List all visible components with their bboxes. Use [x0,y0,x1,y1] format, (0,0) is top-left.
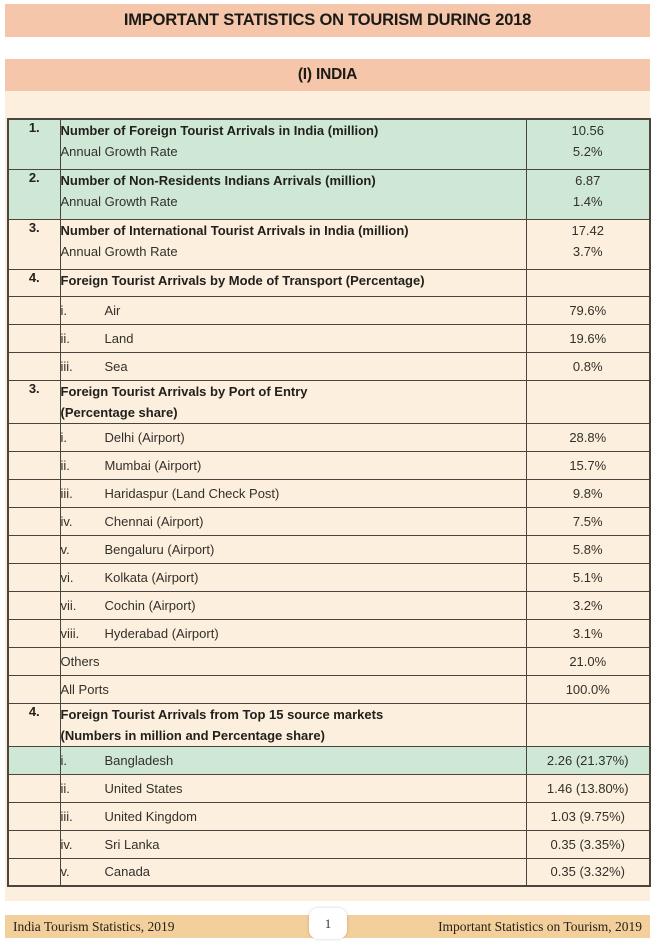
row-main-label: Number of International Tourist Arrivals in India (million) [60,222,409,238]
item-roman-numeral: ii. [60,330,70,346]
row-description-cell [60,535,526,563]
table-row [8,324,650,352]
statistics-table [7,118,651,887]
row-value: 6.87 [575,172,601,188]
item-roman-numeral: i. [60,302,67,318]
table-row [8,802,650,830]
row-value-cell: 0.35 (3.35%) [526,830,650,858]
row-description-cell [60,703,526,746]
item-label: Chennai (Airport) [104,513,204,529]
row-number-cell [8,802,60,830]
row-description-cell [60,647,526,675]
item-label: Land [104,330,134,346]
row-value-2: 3.7% [572,243,603,259]
row-value-cell: 79.6% [526,296,650,324]
table-row [8,591,650,619]
table-row [8,507,650,535]
row-value-cell: 5.1% [526,563,650,591]
table-row [8,858,650,886]
section-title: (I) INDIA [297,66,358,83]
row-description-cell [60,296,526,324]
row-number-cell [8,479,60,507]
row-number-cell [8,563,60,591]
item-label: Delhi (Airport) [104,429,185,445]
footer-right-text: Important Statistics on Tourism, 2019 [438,918,642,934]
row-number-cell: 1. [8,119,60,169]
item-roman-numeral: vii. [60,597,77,613]
row-value-cell: 9.8% [526,479,650,507]
row-number-cell [8,352,60,380]
table-row [8,830,650,858]
table-row [8,619,650,647]
page-title: IMPORTANT STATISTICS ON TOURISM DURING 2018 [123,11,532,29]
section-label: Foreign Tourist Arrivals by Port of Entry [60,383,308,399]
item-roman-numeral: i. [60,429,67,445]
item-roman-numeral: v. [60,864,70,880]
row-description-cell [60,830,526,858]
table-row [8,675,650,703]
row-number-cell: 2. [8,169,60,219]
item-roman-numeral: v. [60,541,70,557]
table-row [8,703,650,746]
table-row [8,451,650,479]
page-title-bar [5,4,650,37]
row-description-cell [60,563,526,591]
item-label: Cochin (Airport) [104,597,196,613]
row-sub-label: Annual Growth Rate [60,243,178,259]
row-value: 10.56 [571,123,605,138]
row-number-cell [8,746,60,774]
row-description-cell [60,619,526,647]
row-value-cell [526,169,650,219]
row-main-label: Number of Foreign Tourist Arrivals in India (million) [60,123,379,138]
item-roman-numeral: iii. [60,358,73,374]
row-value-cell: 1.46 (13.80%) [526,774,650,802]
row-description-cell [60,352,526,380]
row-description-cell [60,423,526,451]
row-number-cell: 4. [8,269,60,296]
table-row [8,774,650,802]
table-row [8,219,650,269]
table-row [8,169,650,219]
row-description-cell [60,802,526,830]
row-main-label: Number of Non-Residents Indians Arrivals (million) [60,172,376,188]
row-value-cell: 3.2% [526,591,650,619]
row-number-cell: 3. [8,380,60,423]
row-value-cell: 1.03 (9.75%) [526,802,650,830]
row-description-cell [60,858,526,886]
item-roman-numeral: vi. [60,569,74,585]
item-label: Bangladesh [104,752,174,768]
row-number-cell [8,591,60,619]
row-sub-label: Annual Growth Rate [60,193,178,209]
table-row [8,563,650,591]
row-description-cell [60,451,526,479]
row-number-cell [8,647,60,675]
row-description-cell [60,119,526,169]
row-sub-label: Annual Growth Rate [60,144,178,159]
row-value-cell [526,269,650,296]
row-label: Others [60,653,100,669]
row-value-cell [526,119,650,169]
item-label: United Kingdom [104,808,197,824]
item-roman-numeral: iv. [60,513,73,529]
section-title-bar [5,59,650,91]
table-row [8,269,650,296]
table-row [8,352,650,380]
item-roman-numeral: iii. [60,485,73,501]
item-roman-numeral: i. [60,752,67,768]
row-description-cell [60,591,526,619]
table-row [8,479,650,507]
section-label: Foreign Tourist Arrivals from Top 15 source markets [60,706,384,722]
item-roman-numeral: iv. [60,836,73,852]
item-label: Haridaspur (Land Check Post) [104,485,280,501]
item-roman-numeral: ii. [60,780,70,796]
row-description-cell [60,219,526,269]
row-value-cell: 21.0% [526,647,650,675]
row-number-cell [8,507,60,535]
row-value-cell: 5.8% [526,535,650,563]
row-value-cell: 0.8% [526,352,650,380]
row-number-cell [8,774,60,802]
section-label: Foreign Tourist Arrivals by Mode of Transport (Percentage) [60,272,425,288]
row-description-cell [60,507,526,535]
row-value-cell: 28.8% [526,423,650,451]
table-row [8,296,650,324]
row-description-cell [60,324,526,352]
table-row [8,119,650,169]
row-description-cell [60,774,526,802]
item-label: Canada [104,864,151,880]
table-row [8,380,650,423]
page-number-badge [309,908,347,939]
table-row [8,647,650,675]
item-roman-numeral: viii. [60,625,80,641]
row-value-cell [526,219,650,269]
item-label: United States [104,780,183,796]
item-roman-numeral: ii. [60,457,70,473]
section-label-2: (Percentage share) [60,404,178,420]
row-value-cell [526,380,650,423]
row-number-cell [8,324,60,352]
row-value-cell: 2.26 (21.37%) [526,746,650,774]
item-label: Bengaluru (Airport) [104,541,215,557]
row-label: All Ports [60,681,109,697]
row-description-cell [60,479,526,507]
row-number-cell [8,451,60,479]
row-number-cell [8,296,60,324]
row-value-cell: 3.1% [526,619,650,647]
item-label: Air [104,302,121,318]
row-number-cell [8,535,60,563]
stats-table-body [8,119,650,886]
item-label: Kolkata (Airport) [104,569,199,585]
footer-left-text: India Tourism Statistics, 2019 [13,918,175,934]
row-description-cell [60,746,526,774]
row-number-cell: 4. [8,703,60,746]
row-value-2: 1.4% [572,193,603,209]
row-value-cell: 19.6% [526,324,650,352]
row-value-cell: 15.7% [526,451,650,479]
item-label: Sri Lanka [104,836,160,852]
row-number-cell [8,858,60,886]
row-number-cell: 3. [8,219,60,269]
item-roman-numeral: iii. [60,808,73,824]
row-number-cell [8,675,60,703]
row-value-cell [526,703,650,746]
page-number: 1 [324,915,332,931]
section-label-2: (Numbers in million and Percentage share) [60,727,325,743]
row-value-cell: 7.5% [526,507,650,535]
row-description-cell [60,675,526,703]
row-description-cell [60,269,526,296]
row-number-cell [8,423,60,451]
item-label: Hyderabad (Airport) [104,625,219,641]
row-value-cell: 100.0% [526,675,650,703]
row-number-cell [8,619,60,647]
row-description-cell [60,380,526,423]
item-label: Sea [104,358,128,374]
row-number-cell [8,830,60,858]
row-description-cell [60,169,526,219]
item-label: Mumbai (Airport) [104,457,202,473]
row-value: 17.42 [571,222,605,238]
table-row [8,746,650,774]
table-row [8,423,650,451]
row-value-2: 5.2% [572,144,603,159]
row-value-cell: 0.35 (3.32%) [526,858,650,886]
table-row [8,535,650,563]
